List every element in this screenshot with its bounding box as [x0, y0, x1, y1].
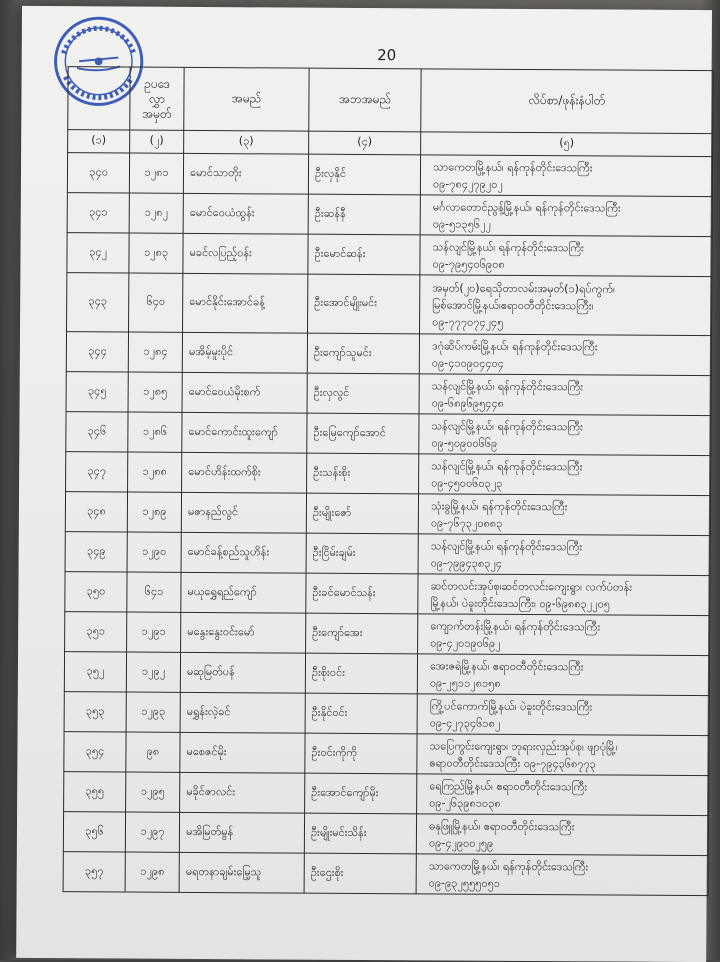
- table-row: [66, 452, 711, 496]
- row-address: [419, 334, 711, 376]
- candidate-table: [63, 66, 714, 896]
- row-father-name: ဦးသန်းစိုး: [307, 453, 419, 494]
- row-father-name: ဦးမောင်ဆန်း: [308, 234, 420, 275]
- header-ref: [130, 67, 184, 130]
- row-address-line: ဧရာဝတီတိုင်းဒေသကြီး ၀၉-၇၉၄၃၆၈၇၇၃: [429, 755, 596, 770]
- table-body: [63, 153, 713, 896]
- row-reference: ၆၄၀: [129, 273, 183, 332]
- row-name: မောင်ဝေယံထွန်း: [183, 193, 308, 234]
- table-row: [65, 572, 710, 616]
- row-address-line: ၀၉-၄၂၀၁၉၀၆၉၂: [430, 635, 501, 650]
- row-father-name: ဦးအောင်ကျော်မိုး: [305, 773, 417, 814]
- row-reference: ၉၈: [126, 732, 180, 772]
- row-name: မစေဇင်မိုး: [180, 732, 305, 773]
- row-name: မရတနာချမ်းမြေ့သူ: [179, 852, 304, 893]
- row-number: ၃၅၀: [65, 572, 127, 612]
- table-row: [64, 732, 709, 776]
- row-address-line: သာကေတမြို့နယ်၊ ရန်ကုန်တိုင်းဒေသကြီး: [428, 858, 589, 873]
- row-father-name: ဦးငြိမ်းချမ်း: [306, 533, 418, 574]
- row-reference: ၁၂၉၈: [125, 852, 179, 892]
- row-address-line: သာကေတမြို့နယ်၊ ရန်ကုန်တိုင်းဒေသကြီး: [432, 159, 593, 174]
- row-reference: ၁၂၈၄: [128, 332, 182, 372]
- row-address-line: ၀၉-၂၆၃၉၈၁၀၃၈: [429, 795, 501, 810]
- row-reference: ၁၂၉၃: [126, 692, 180, 732]
- row-address: [417, 654, 709, 696]
- row-address: [420, 195, 712, 237]
- row-address-line: ၀၉-၄၅၀၀၆၀၃၂၃: [431, 475, 503, 490]
- row-reference: ၁၂၈၈: [128, 452, 182, 492]
- row-address-line: သပြေကွင်းကျေးရွာ၊ ဘုရားလှည်းအုပ်စု၊ ဖျာပုံမြို့၊: [429, 738, 618, 754]
- row-number: ၃၅၆: [63, 812, 125, 852]
- row-name: မောင်သာတိုး: [183, 153, 308, 194]
- row-address: [416, 854, 708, 896]
- row-address-line: သန်လျင်မြို့နယ်၊ ရန်ကုန်တိုင်းဒေသကြီး: [431, 418, 583, 433]
- table-row: [65, 532, 710, 576]
- row-address-line: ၀၉-၄၁၀၉၀၄၄၀၄: [431, 355, 504, 370]
- row-address-line: ဓနုဖြူမြို့နယ်၊ ဧရာဝတီတိုင်းဒေသကြီး: [428, 818, 575, 833]
- row-address-line: မင်္ဂလာတောင်ညွန့်မြို့နယ်၊ ရန်ကုန်တိုင်းဒေသကြီး: [432, 199, 621, 215]
- row-name: မနွေးနွေးဝင်းမော်: [181, 612, 306, 653]
- row-address: [418, 494, 710, 536]
- row-address: [420, 155, 712, 197]
- row-address: [419, 374, 711, 416]
- row-number: ၃၄၈: [65, 492, 127, 532]
- row-reference: ၁၂၈၁: [129, 153, 183, 193]
- row-name: မအိမ့်မူးပိုင်: [182, 332, 307, 373]
- row-address-line: ကြို့ပင်ကောက်မြို့နယ်၊ ပဲခူးတိုင်းဒေသကြီး: [429, 698, 593, 713]
- table-row: [67, 233, 712, 277]
- row-address: [419, 454, 711, 496]
- row-father-name: ဦးလှနိုင်: [308, 154, 420, 195]
- row-address: [419, 414, 711, 456]
- row-father-name: ဦးကျော်အေး: [306, 613, 418, 654]
- header-name: အမည်: [184, 67, 309, 131]
- row-address-line: ကျောက်တန်းမြို့နယ်၊ ရန်ကုန်တိုင်းဒေသကြီး: [430, 618, 601, 633]
- row-father-name: ဦးအောင်မျိုးမင်း: [308, 274, 420, 334]
- row-address-line: ရေကြည်မြို့နယ်၊ ဧရာဝတီတိုင်းဒေသကြီး: [429, 778, 588, 793]
- row-address: [418, 534, 710, 576]
- row-number: ၃၅၄: [64, 732, 126, 772]
- row-number: ၃၄၂: [67, 233, 129, 273]
- row-father-name: ဦးမျိုးမင်းသိန်း: [304, 813, 416, 854]
- row-name: မောင်ဟိန်းထက်စိုး: [182, 452, 307, 493]
- row-father-name: ဦးမျိုးဇော်: [306, 493, 418, 534]
- table-row: [67, 153, 712, 197]
- row-name: မောင်ခန့်စည်သူဟိန်း: [181, 532, 306, 573]
- document-page: [16, 6, 712, 962]
- row-reference: ၁၂၉၂: [126, 652, 180, 692]
- table-row: [63, 852, 708, 896]
- row-address-line: ၀၉-၉၃၂၅၅၅၀၅၁: [428, 875, 500, 890]
- row-reference: ၁၂၈၉: [127, 492, 181, 532]
- row-address-line: ၀၉-၄၂၇၃၄၆၁၈၂: [429, 715, 501, 730]
- column-number: (၄): [309, 131, 421, 155]
- row-address-line: သန်လျင်မြို့နယ်၊ ရန်ကုန်တိုင်းဒေသကြီး: [432, 239, 584, 254]
- row-number: ၃၄၅: [66, 372, 128, 412]
- row-number: ၃၅၅: [64, 772, 126, 812]
- row-address-line: အေးဇရဲမြို့နယ်၊ ဧရာဝတီတိုင်းဒေသကြီး: [429, 658, 584, 673]
- page-number: 20: [377, 46, 397, 65]
- row-address-line: ဒဂုံဆိပ်ကမ်းမြို့နယ်၊ ရန်ကုန်တိုင်းဒေသကြီး: [431, 338, 598, 353]
- row-number: ၃၄၆: [66, 412, 128, 452]
- table-row: [67, 193, 712, 237]
- row-address-line: သန်လျင်မြို့နယ်၊ ရန်ကုန်တိုင်းဒေသကြီး: [431, 458, 583, 473]
- row-address-line: ၀၉-၇၇၇၀၇၄၂၄၅: [432, 314, 504, 329]
- column-number: (၅): [421, 132, 713, 157]
- row-reference: ၁၂၈၆: [128, 412, 182, 452]
- row-father-name: ဦးလှလွင်: [307, 373, 419, 414]
- row-name: မရွှန်းလဲ့ခင်: [180, 692, 305, 733]
- column-number: (၁): [68, 130, 130, 153]
- row-name: မောင်ကောင်းထူးကျော်: [182, 412, 307, 453]
- row-address-line: သုံးခွမြို့နယ်၊ ရန်ကုန်တိုင်းဒေသကြီး: [430, 498, 568, 513]
- row-address-line: ၀၉-၅၁၃၅၆၂၂: [432, 216, 491, 231]
- row-address-line: ၀၉-၇၉၅၄၀၆၉၀၈: [432, 256, 505, 271]
- table-row: [64, 652, 709, 696]
- row-name: မဆုမြတ်ပန်: [180, 652, 305, 693]
- row-address-line: မြို့နယ်၊ ပဲခူးတိုင်းဒေသကြီး၊ ၀၉-၆၉၈၈၃၂၂၀၅: [430, 595, 610, 610]
- row-name: မောင်နိုင်းအောင်ခန့်: [183, 273, 308, 333]
- table-row: [66, 372, 711, 416]
- row-address: [417, 774, 709, 816]
- row-father-name: ဦးစိုးဝင်း: [305, 653, 417, 694]
- row-name: မအိမြတ်မွန်: [179, 812, 304, 853]
- row-number: ၃၄၀: [67, 153, 129, 193]
- row-number: ၃၄၄: [66, 332, 128, 372]
- header-father: အဘအမည်: [309, 68, 421, 132]
- table-row: [67, 273, 712, 336]
- table-row: [66, 412, 711, 456]
- row-name: မခိုင်ဇာလင်း: [180, 772, 305, 813]
- header-ref-line: ဥပဒေ: [144, 76, 170, 91]
- row-number: ၃၅၁: [65, 612, 127, 652]
- row-reference: ၁၂၈၂: [129, 193, 183, 233]
- row-address-line: မြစ်အောင်မြို့နယ်၊ဧရာဝတီတိုင်းဒေသကြီး၊: [432, 297, 594, 312]
- row-number: ၃၅၂: [64, 652, 126, 692]
- row-address-line: ဆင်တလင်းအုပ်စု၊ဆင်တလင်းကျေးရွာ၊ လက်ပံတန်း: [430, 578, 633, 594]
- row-address-line: ၀၉-၇၆၇၃၂၀၈၈၃: [430, 515, 503, 530]
- row-address-line: အမှတ်(၂၀)ရေသိုတာလမ်းအမှတ်(၁)ရပ်ကွက်၊: [432, 280, 615, 296]
- row-father-name: ဦးခင်မောင်သန်း: [306, 573, 418, 614]
- row-address-line: ၀၉-၂၅၁၁၂၈၁၅၈: [429, 675, 501, 690]
- row-address: [418, 614, 710, 656]
- row-address: [416, 814, 708, 856]
- table-row: [65, 612, 710, 656]
- row-name: မဇာနည်လွင်: [181, 492, 306, 533]
- row-father-name: ဦးမြေကျော်အောင်: [307, 413, 419, 454]
- row-number: ၃၄၉: [65, 532, 127, 572]
- row-address: [417, 734, 709, 776]
- table-row: [66, 332, 711, 376]
- row-reference: ၆၄၁: [127, 572, 181, 612]
- row-number: ၃၄၇: [66, 452, 128, 492]
- row-address: [417, 694, 709, 736]
- row-reference: ၁၂၉၅: [126, 772, 180, 812]
- row-father-name: ဦးဆန်နီ: [308, 194, 420, 235]
- row-name: မယုရွှေရည်ကျော်: [181, 572, 306, 613]
- row-reference: ၁၂၉၁: [127, 612, 181, 652]
- row-number: ၃၅၃: [64, 692, 126, 732]
- row-address: [418, 574, 710, 616]
- table-row: [64, 692, 709, 736]
- header-no: [68, 67, 130, 130]
- row-number: ၃၄၃: [67, 273, 129, 332]
- header-address: လိပ်စာ/ဖုန်းနံပါတ်: [421, 69, 713, 134]
- row-address-line: ၀၉-၆၈၉၆၉၅၄၄၈: [431, 395, 504, 410]
- row-reference: ၁၂၉၀: [127, 532, 181, 572]
- row-address-line: ၀၉-၅၀၉၀၀၆၆၉: [431, 435, 498, 450]
- column-number: (၂): [130, 130, 184, 153]
- row-address-line: ၀၉-၇၉၉၄၃၈၃၂၄: [430, 555, 503, 570]
- row-father-name: ဦးဝင်းကိုကို: [305, 733, 417, 774]
- table-row: [64, 772, 709, 816]
- header-ref-line: အမှတ်: [142, 106, 172, 121]
- row-address-line: သန်လျင်မြို့နယ်၊ ရန်ကုန်တိုင်းဒေသကြီး: [431, 378, 584, 393]
- row-father-name: ဦးကျော်သူမင်း: [307, 333, 419, 374]
- row-number: ၃၅၇: [63, 852, 125, 892]
- table-row: [65, 492, 710, 536]
- row-address-line: ၀၉-၄၂၉၀၀၂၅၉: [428, 835, 494, 850]
- header-ref-line: လွှာ: [148, 91, 166, 106]
- table-row: [63, 812, 708, 856]
- row-father-name: ဦးဌေးစိုး: [304, 853, 416, 894]
- row-name: မောင်ဝေယံမိုးစက်: [182, 372, 307, 413]
- row-number: ၃၄၁: [67, 193, 129, 233]
- row-reference: ၁၂၉၇: [125, 812, 179, 852]
- row-address-line: ၀၉-၇၈၄၂၇၉၂၀၂: [432, 176, 503, 191]
- table-header-row: [68, 67, 713, 134]
- row-name: မခင်လပြည့်ဝန်း: [183, 233, 308, 274]
- row-reference: ၁၂၈၃: [129, 233, 183, 273]
- row-address: [420, 235, 712, 277]
- row-address: [420, 275, 712, 336]
- row-reference: ၁၂၈၅: [128, 372, 182, 412]
- row-address-line: သန်လျင်မြို့နယ်၊ ရန်ကုန်တိုင်းဒေသကြီး: [430, 538, 583, 553]
- column-number: (၃): [184, 130, 309, 154]
- row-father-name: ဦးနိုင်ဝင်း: [305, 693, 417, 734]
